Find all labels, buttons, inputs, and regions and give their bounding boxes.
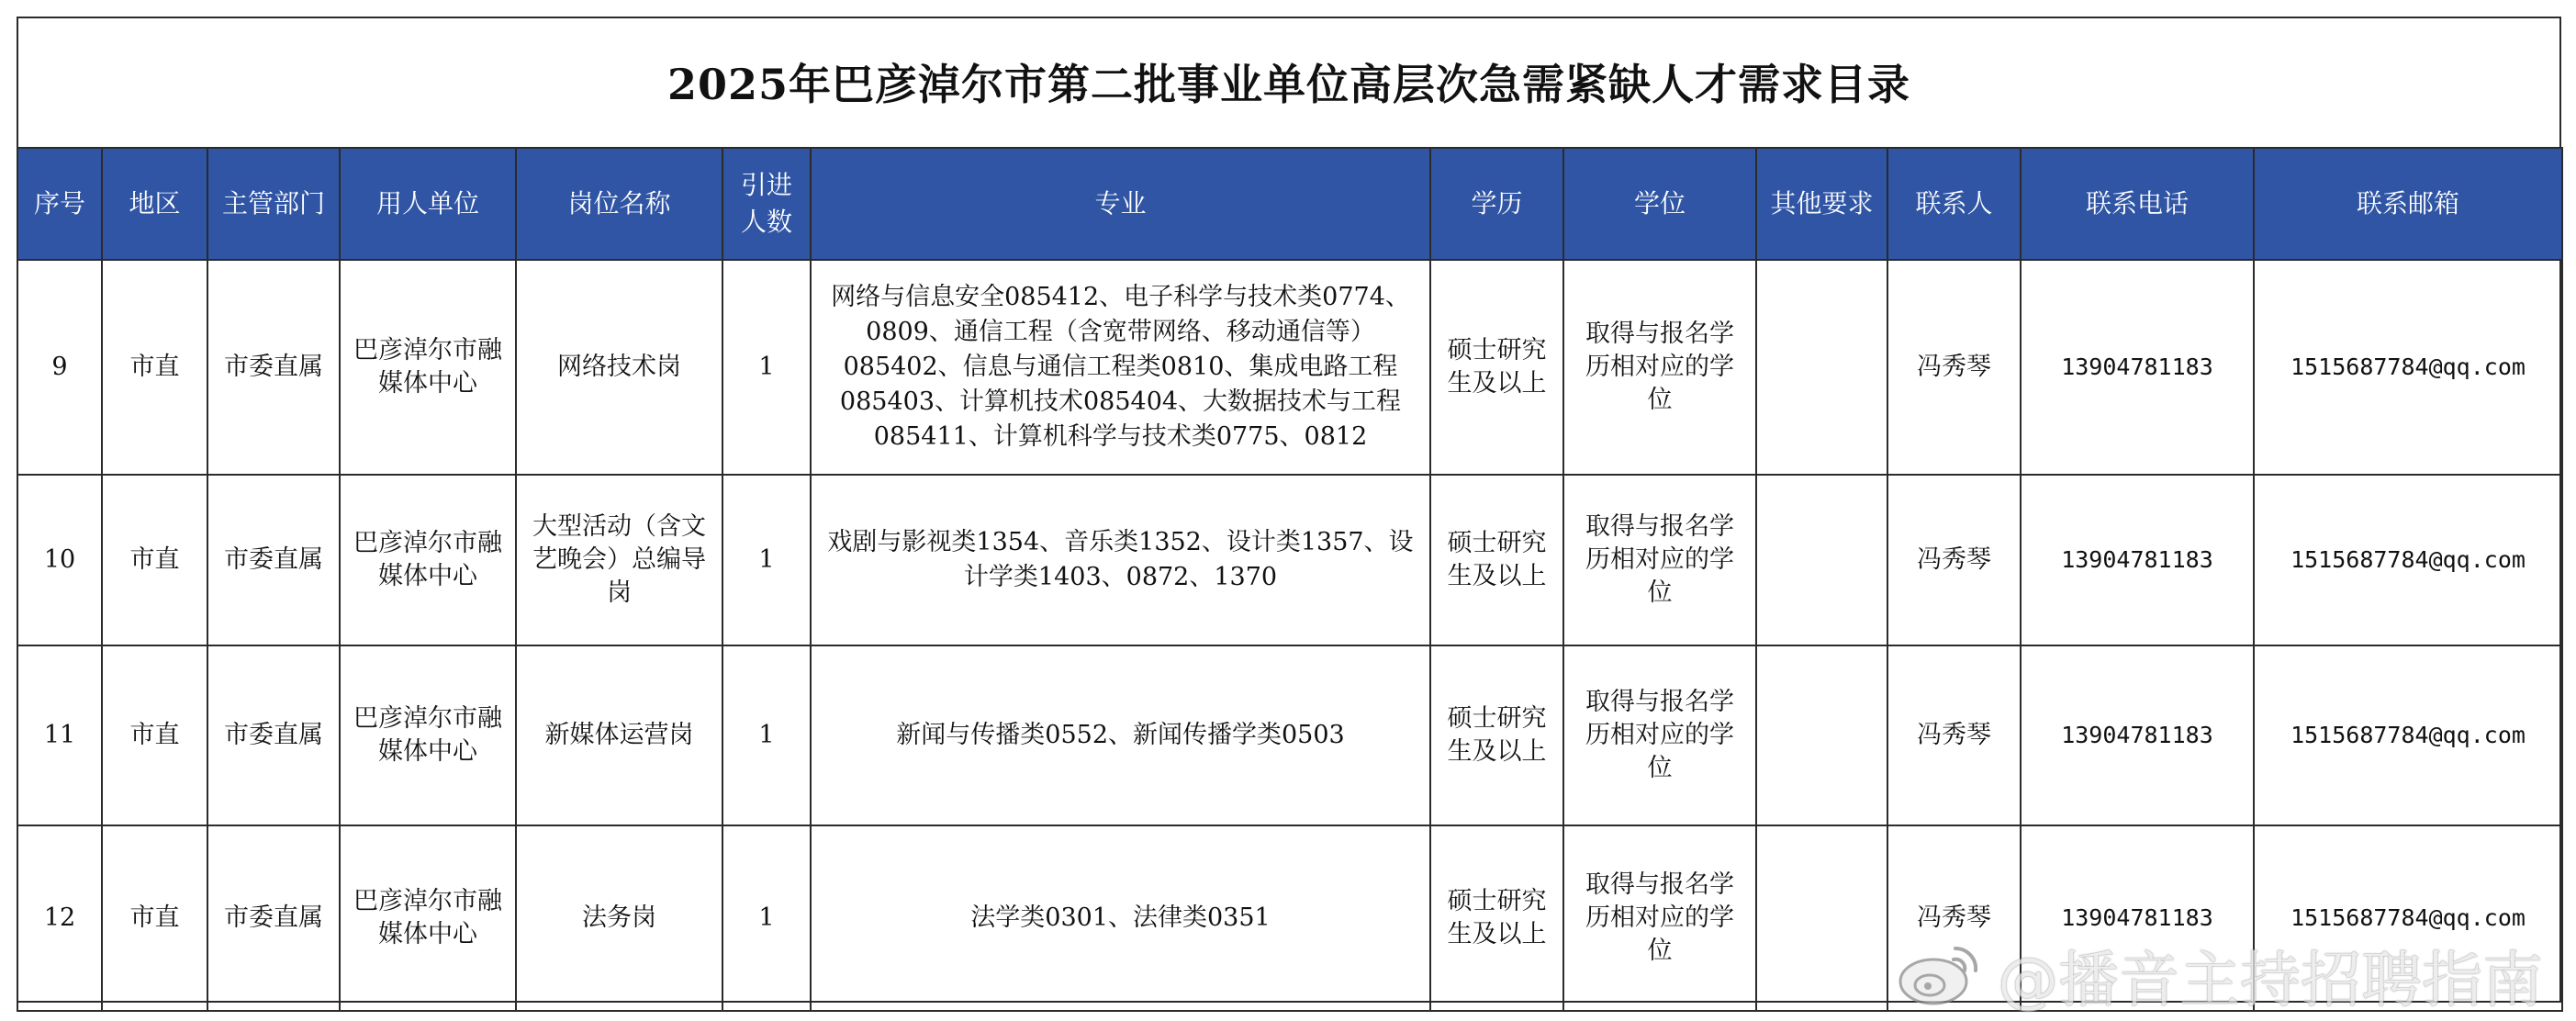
cell-degree: 取得与报名学历相对应的学位 — [1563, 645, 1756, 825]
cell-dept: 市委直属 — [207, 475, 340, 645]
cell-email: 1515687784@qq.com — [2254, 475, 2562, 645]
cell-email: 1515687784@qq.com — [2254, 260, 2562, 475]
cell-unit: 巴彦淖尔市融媒体中心 — [340, 260, 516, 475]
cell-position: 网络技术岗 — [516, 260, 722, 475]
cell-contact: 冯秀琴 — [1887, 475, 2021, 645]
cell-count: 1 — [722, 825, 811, 1011]
cell-unit: 巴彦淖尔市融媒体中心 — [340, 825, 516, 1011]
cell-region: 市直 — [102, 645, 207, 825]
cell-position: 大型活动（含文艺晚会）总编导岗 — [516, 475, 722, 645]
header-cell-contact: 联系人 — [1887, 148, 2021, 260]
header-cell-dept: 主管部门 — [207, 148, 340, 260]
cell-dept: 市委直属 — [207, 645, 340, 825]
table-row — [17, 475, 2562, 645]
table-header-row — [17, 148, 2562, 260]
cell-no: 10 — [17, 475, 102, 645]
cell-no: 11 — [17, 645, 102, 825]
cell-major: 网络与信息安全085412、电子科学与技术类0774、0809、通信工程（含宽带网络、移动通信等）085402、信息与通信工程类0810、集成电路工程085403、计算机技术085404、大数据技术与工程085411、计算机科学与技术类0775、0812 — [811, 260, 1430, 475]
cell-education: 硕士研究生及以上 — [1430, 825, 1563, 1011]
cell-education: 硕士研究生及以上 — [1430, 645, 1563, 825]
header-cell-degree: 学位 — [1563, 148, 1756, 260]
cell-email: 1515687784@qq.com — [2254, 645, 2562, 825]
cell-contact: 冯秀琴 — [1887, 645, 2021, 825]
cell-other — [1756, 260, 1887, 475]
cell-count: 1 — [722, 475, 811, 645]
cell-region: 市直 — [102, 260, 207, 475]
header-cell-region: 地区 — [102, 148, 207, 260]
watermark-text: @播音主持招聘指南 — [1998, 944, 2543, 1015]
cell-education: 硕士研究生及以上 — [1430, 475, 1563, 645]
cell-count: 1 — [722, 260, 811, 475]
cell-position: 新媒体运营岗 — [516, 645, 722, 825]
cell-contact: 冯秀琴 — [1887, 260, 2021, 475]
header-cell-email: 联系邮箱 — [2254, 148, 2562, 260]
cell-degree: 取得与报名学历相对应的学位 — [1563, 825, 1756, 1011]
cell-phone: 13904781183 — [2021, 260, 2254, 475]
cell-degree: 取得与报名学历相对应的学位 — [1563, 260, 1756, 475]
cell-email: 1515687784@qq.com — [2254, 825, 2562, 1011]
cell-other — [1756, 475, 1887, 645]
header-cell-other: 其他要求 — [1756, 148, 1887, 260]
header-cell-unit: 用人单位 — [340, 148, 516, 260]
cell-no: 9 — [17, 260, 102, 475]
weibo-icon — [1895, 939, 1983, 1009]
cell-unit: 巴彦淖尔市融媒体中心 — [340, 475, 516, 645]
page-title: 2025年巴彦淖尔市第二批事业单位高层次急需紧缺人才需求目录 — [666, 60, 1911, 109]
cell-phone: 13904781183 — [2021, 825, 2254, 1011]
cell-no: 12 — [17, 825, 102, 1011]
cell-count: 1 — [722, 645, 811, 825]
header-cell-phone: 联系电话 — [2021, 148, 2254, 260]
header-cell-no: 序号 — [17, 148, 102, 260]
table-row — [17, 645, 2562, 825]
cell-phone: 13904781183 — [2021, 645, 2254, 825]
cell-other — [1756, 825, 1887, 1011]
cell-position: 法务岗 — [516, 825, 722, 1011]
cell-major: 法学类0301、法律类0351 — [811, 825, 1430, 1011]
cell-major: 戏剧与影视类1354、音乐类1352、设计类1357、设计学类1403、0872、1370 — [811, 475, 1430, 645]
header-cell-education: 学历 — [1430, 148, 1563, 260]
table-row — [17, 260, 2562, 475]
cell-degree: 取得与报名学历相对应的学位 — [1563, 475, 1756, 645]
cell-region: 市直 — [102, 825, 207, 1011]
header-cell-position: 岗位名称 — [516, 148, 722, 260]
cell-unit: 巴彦淖尔市融媒体中心 — [340, 645, 516, 825]
cell-other — [1756, 645, 1887, 825]
cell-education: 硕士研究生及以上 — [1430, 260, 1563, 475]
header-cell-count: 引进人数 — [722, 148, 811, 260]
cell-dept: 市委直属 — [207, 260, 340, 475]
header-cell-major: 专业 — [811, 148, 1430, 260]
cell-region: 市直 — [102, 475, 207, 645]
talent-demand-table — [17, 147, 2563, 1012]
cell-major: 新闻与传播类0552、新闻传播学类0503 — [811, 645, 1430, 825]
watermark — [1895, 933, 2543, 1015]
cell-phone: 13904781183 — [2021, 475, 2254, 645]
cell-contact: 冯秀琴 — [1887, 825, 2021, 1011]
cell-dept: 市委直属 — [207, 825, 340, 1011]
